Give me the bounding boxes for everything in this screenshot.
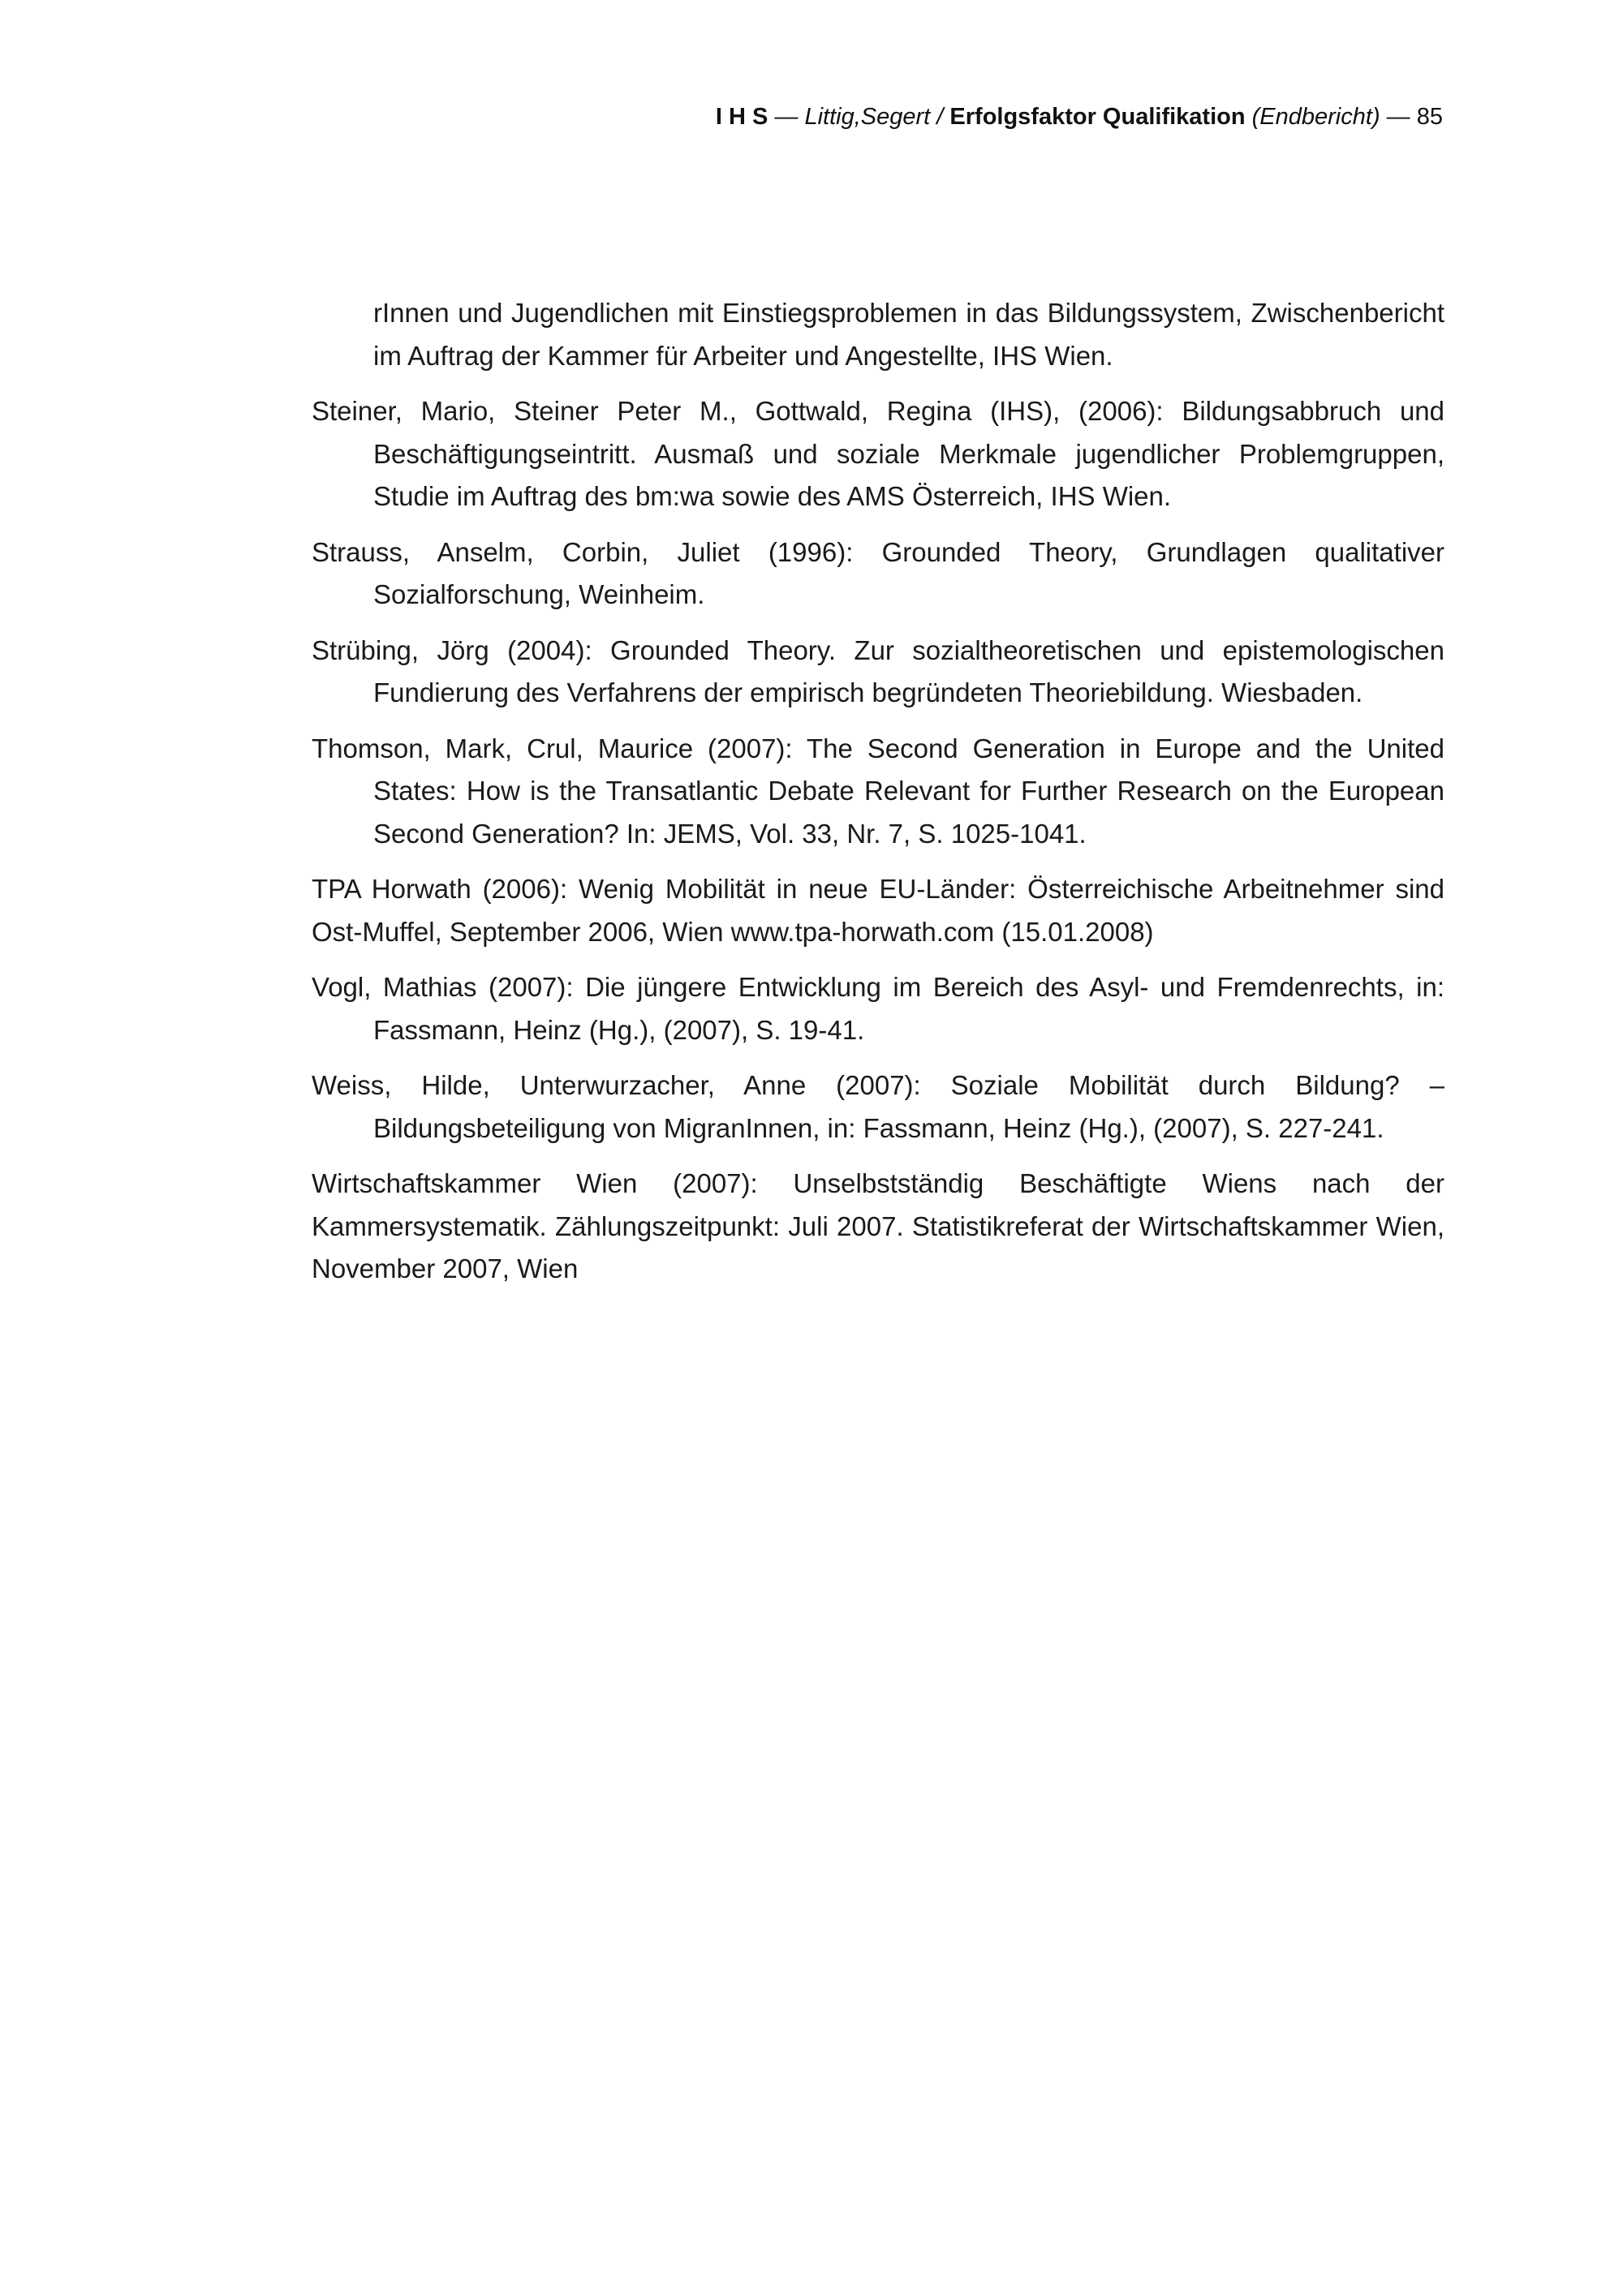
reference-entry: Strauss, Anselm, Corbin, Juliet (1996): Grounded Theory, Grundlagen qualitativer Sozialforschung, Weinheim. bbox=[312, 536, 1444, 609]
page-number: 85 bbox=[1416, 104, 1443, 130]
header-dash: — bbox=[1380, 104, 1417, 130]
reference-entry: Steiner, Mario, Steiner Peter M., Gottwald, Regina (IHS), (2006): Bildungsabbruch und Beschäftigungseintritt. Ausmaß und soziale Merkmale jugendlicher Problemgruppen, Studie im Auftrag des bm:wa sowie des AMS Österreich, IHS Wien. bbox=[312, 396, 1444, 511]
running-header bbox=[716, 101, 1443, 133]
header-dash: — bbox=[768, 104, 805, 130]
reference-entry: Wirtschaftskammer Wien (2007): Unselbstständig Beschäftigte Wiens nach der Kammersystematik. Zählungszeitpunkt: Juli 2007. Statistikreferat der Wirtschaftskammer Wien, November 2007, Wien bbox=[312, 1168, 1444, 1283]
header-authors: Littig,Segert bbox=[804, 104, 931, 130]
header-subtitle: (Endbericht) bbox=[1251, 104, 1380, 130]
reference-entry: TPA Horwath (2006): Wenig Mobilität in neue EU-Länder: Österreichische Arbeitnehmer sind Ost-Muffel, September 2006, Wien www.tpa-horwath.com (15.01.2008) bbox=[312, 874, 1444, 947]
header-institute: I H S bbox=[715, 104, 768, 130]
header-title: Erfolgsfaktor Qualifikation bbox=[949, 104, 1246, 130]
reference-entry: Vogl, Mathias (2007): Die jüngere Entwicklung im Bereich des Asyl- und Fremdenrechts, in: Fassmann, Heinz (Hg.), (2007), S. 19-41. bbox=[312, 972, 1444, 1045]
header-space bbox=[1246, 104, 1252, 130]
header-slash: / bbox=[930, 104, 950, 130]
reference-entry: Thomson, Mark, Crul, Maurice (2007): The Second Generation in Europe and the United States: How is the Transatlantic Debate Relevant for Further Research on the European Second Generation? In: JEMS, Vol. 33, Nr. 7, S. 1025-1041. bbox=[312, 733, 1444, 849]
reference-list bbox=[312, 292, 1444, 1304]
reference-entry: rInnen und Jugendlichen mit Einstiegsproblemen in das Bildungssystem, Zwischenbericht im Auftrag der Kammer für Arbeiter und Angestellte, IHS Wien. bbox=[373, 298, 1444, 371]
reference-entry: Strübing, Jörg (2004): Grounded Theory. Zur sozialtheoretischen und epistemologischen Fundierung des Verfahrens der empirisch begründeten Theoriebildung. Wiesbaden. bbox=[312, 634, 1444, 707]
reference-entry: Weiss, Hilde, Unterwurzacher, Anne (2007): Soziale Mobilität durch Bildung? – Bildungsbeteiligung von MigranInnen, in: Fassmann, Heinz (Hg.), (2007), S. 227-241. bbox=[312, 1070, 1444, 1143]
